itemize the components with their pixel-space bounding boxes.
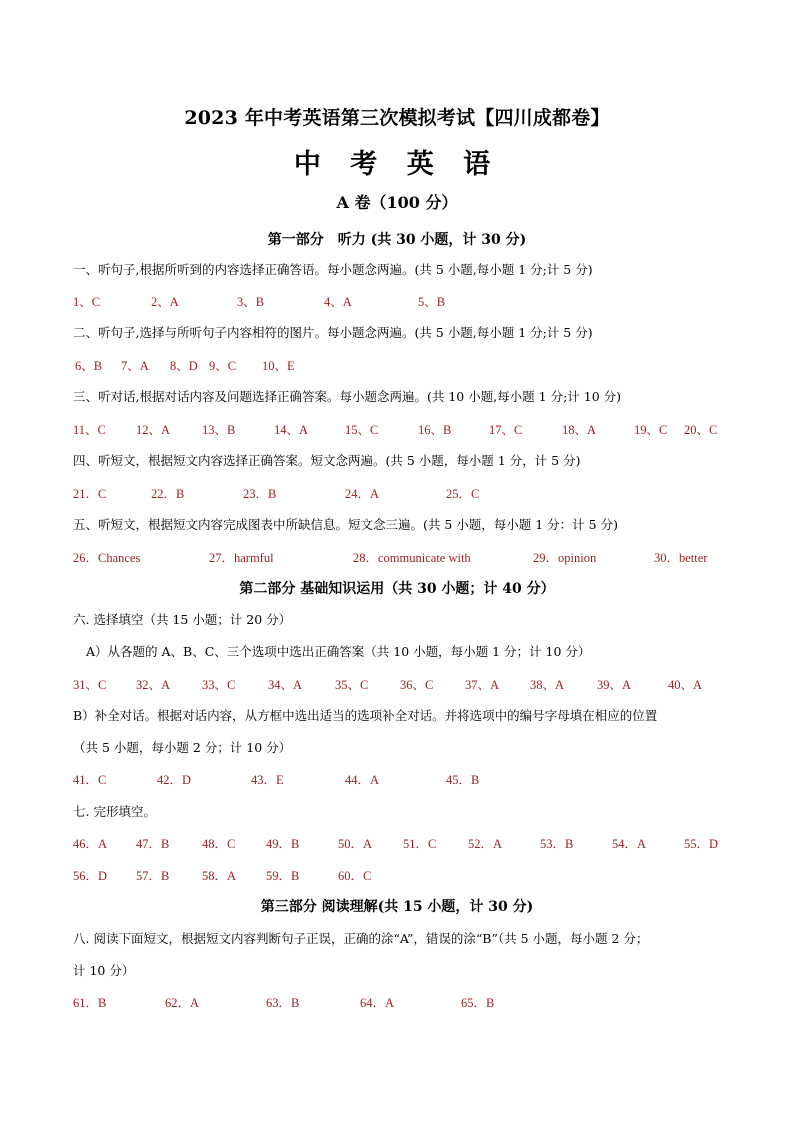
answer-item: 4、A [324, 295, 352, 309]
answers-8 [0, 993, 794, 1011]
answer-item: 64．A [360, 996, 395, 1010]
answer-item: 10、E [262, 359, 295, 373]
answer-item: 49．B [266, 837, 300, 851]
answer-item: 18、A [562, 423, 597, 437]
answer-item: 32、A [136, 678, 171, 692]
answer-item: 6、B [75, 359, 103, 373]
answer-item: 28．communicate with [353, 551, 471, 565]
answer-item: 5、B [418, 295, 446, 309]
answer-item: 39、A [597, 678, 632, 692]
answers-6a [0, 675, 794, 693]
answer-item: 35、C [335, 678, 369, 692]
answer-item: 43．E [251, 773, 284, 787]
part3-heading: 第三部分 阅读理解(共 15 小题，计 30 分) [260, 899, 534, 915]
question-2-instruction: 二、听句子,选择与所听句子内容相符的图片。每小题念两遍。(共 5 小题,每小题 1 分;计 5 分) [73, 325, 593, 340]
question-8-instruction-line2: 计 10 分） [73, 963, 135, 978]
answer-item: 45．B [446, 773, 480, 787]
answer-item: 65．B [461, 996, 495, 1010]
part1-heading: 第一部分 听力 (共 30 小题，计 30 分) [267, 232, 527, 248]
question-3-instruction: 三、听对话,根据对话内容及问题选择正确答案。每小题念两遍。(共 10 小题,每小题 1 分;计 10 分) [73, 389, 622, 404]
answer-item: 15、C [345, 423, 379, 437]
answer-item: 50．A [338, 837, 373, 851]
answer-item: 33、C [202, 678, 236, 692]
answer-item: 26．Chances [73, 551, 141, 565]
answer-item: 62．A [165, 996, 200, 1010]
question-6b-instruction-line1: B）补全对话。根据对话内容，从方框中选出适当的选项补全对话。并将选项中的编号字母填在相应的位置 [73, 708, 658, 723]
answer-item: 1、C [73, 295, 101, 309]
answer-item: 23．B [243, 487, 277, 501]
exam-subtitle: 中 考 英 语 [293, 149, 501, 180]
answers-3 [0, 420, 794, 438]
answer-item: 21．C [73, 487, 107, 501]
answer-item: 7、A [121, 359, 149, 373]
answer-item: 22．B [151, 487, 185, 501]
answer-item: 46．A [73, 837, 108, 851]
answer-item: 9、C [209, 359, 237, 373]
part2-heading: 第二部分 基础知识运用（共 30 小题；计 40 分） [239, 581, 555, 597]
answer-item: 8、D [170, 359, 198, 373]
answer-item: 16、B [418, 423, 452, 437]
answer-item: 20、C [684, 423, 718, 437]
question-5-instruction: 五、听短文，根据短文内容完成图表中所缺信息。短文念三遍。(共 5 小题，每小题 1 分：计 5 分) [73, 517, 618, 532]
question-7-instruction: 七. 完形填空。 [73, 804, 156, 819]
answer-item: 24．A [345, 487, 380, 501]
question-6b-instruction-line2: （共 5 小题，每小题 2 分；计 10 分） [73, 740, 292, 755]
question-6-instruction: 六. 选择填空（共 15 小题；计 20 分） [73, 612, 292, 627]
answer-item: 58．A [202, 869, 237, 883]
question-8-instruction-line1: 八. 阅读下面短文，根据短文内容判断句子正误，正确的涂“A”，错误的涂“B”（共 5 小题，每小题 2 分； [73, 931, 649, 946]
answer-item: 51．C [403, 837, 437, 851]
answer-item: 29．opinion [533, 551, 597, 565]
answer-item: 17、C [489, 423, 523, 437]
answer-item: 30．better [654, 551, 708, 565]
answer-item: 36、C [400, 678, 434, 692]
answer-item: 59．B [266, 869, 300, 883]
answer-item: 34、A [268, 678, 303, 692]
answer-item: 47．B [136, 837, 170, 851]
answers-7-row1 [0, 834, 794, 852]
answer-item: 38、A [530, 678, 565, 692]
answer-item: 48．C [202, 837, 236, 851]
exam-title: 2023 年中考英语第三次模拟考试【四川成都卷】 [184, 107, 610, 129]
answer-item: 53．B [540, 837, 574, 851]
answer-item: 61．B [73, 996, 107, 1010]
answer-item: 2、A [151, 295, 179, 309]
answers-7-row2 [0, 866, 794, 884]
answer-item: 52．A [468, 837, 503, 851]
question-6a-instruction: A）从各题的 A、B、C、三个选项中选出正确答案（共 10 小题，每小题 1 分；计 10 分） [86, 644, 591, 659]
volume-label: A 卷（100 分） [336, 193, 458, 212]
answers-1 [0, 292, 794, 310]
answer-item: 3、B [237, 295, 265, 309]
answer-item: 12、A [136, 423, 171, 437]
answer-item: 19、C [634, 423, 668, 437]
answers-5 [0, 548, 794, 566]
answers-6b [0, 770, 794, 788]
answer-item: 11、C [73, 423, 106, 437]
answer-item: 63．B [266, 996, 300, 1010]
answer-item: 55．D [684, 837, 719, 851]
answers-4 [0, 484, 794, 502]
answer-item: 40、A [668, 678, 703, 692]
answer-item: 44．A [345, 773, 380, 787]
answer-item: 56．D [73, 869, 108, 883]
answer-item: 42．D [157, 773, 192, 787]
question-4-instruction: 四、听短文，根据短文内容选择正确答案。短文念两遍。(共 5 小题，每小题 1 分，计 5 分) [73, 453, 581, 468]
answer-item: 14、A [274, 423, 309, 437]
answer-item: 60．C [338, 869, 372, 883]
answer-item: 57．B [136, 869, 170, 883]
answer-item: 54．A [612, 837, 647, 851]
answer-item: 31、C [73, 678, 107, 692]
question-1-instruction: 一、听句子,根据所听到的内容选择正确答语。每小题念两遍。(共 5 小题,每小题 1 分;计 5 分) [73, 262, 593, 277]
answers-2 [0, 356, 794, 374]
answer-item: 41．C [73, 773, 107, 787]
answer-item: 13、B [202, 423, 236, 437]
answer-item: 37、A [465, 678, 500, 692]
answer-item: 27．harmful [209, 551, 274, 565]
answer-item: 25．C [446, 487, 480, 501]
